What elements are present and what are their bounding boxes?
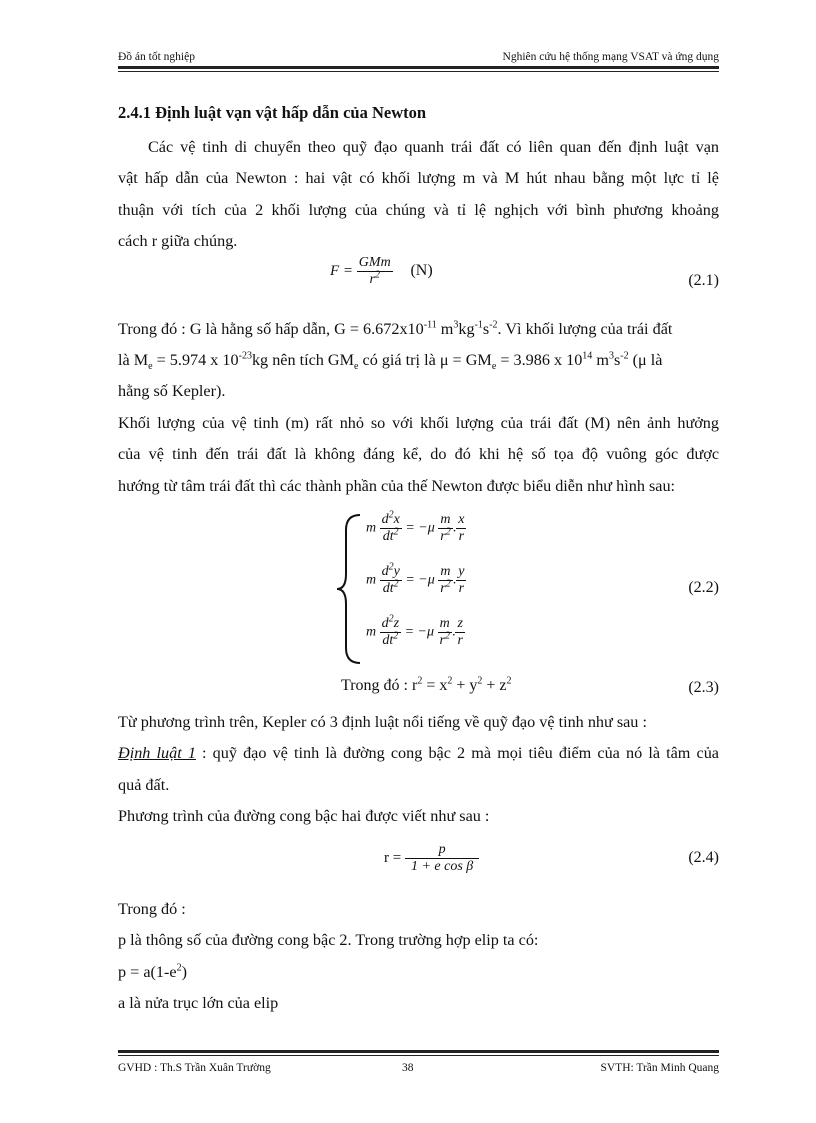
para3-line3: hướng từ tâm trái đất thì các thành phần của thế Newton được biểu diễn như hình sau: (118, 477, 676, 495)
eq2-row-y: m $\frac{d^2y}{dt^2}$ = −μ $\frac{m}{r^2}$ . $\frac{y}{r}$ (366, 561, 465, 596)
para4-line3: quả đất. (118, 776, 170, 794)
equation-number-2-3: (2.3) (688, 679, 719, 696)
para5-line3: $p = a(1-e^2)$ (118, 962, 187, 981)
equation-2-4: r = $\frac{p}{\text{1 + e cos β}}$ (384, 842, 479, 875)
eq2-row-x: m $\frac{d^2x}{dt^2}$ = −μ $\frac{m}{r^2}$ . $\frac{x}{r}$ (366, 509, 465, 544)
footer-left: GVHD : Th.S Trần Xuân Trường (118, 1062, 271, 1074)
section-title: 2.4.1 Định luật vạn vật hấp dẫn của Newton (118, 103, 427, 122)
para1-line1: Các vệ tinh di chuyển theo quỹ đạo quanh trái đất có liên quan đến định luật vạn (148, 138, 719, 156)
equation-number-2-4: (2.4) (688, 849, 719, 866)
footer-right: SVTH: Trần Minh Quang (600, 1062, 719, 1074)
para4-line4: Phương trình của đường cong bậc hai được viết như sau : (118, 807, 490, 825)
para2-line1: Trong đó : G là hằng số hấp dẫn, $G = 6.672x10^{-11}$ $m^3kg^{-1}s^{-2}$. Vì khối lượng của trái đất (118, 319, 673, 338)
para2-line2: là $M_e = 5.974$ x $10^{-23}kg$ nên tích $GM_e$ có giá trị là $\mu = GM_e = 3.986$ x $10^{14}$ $m^3s^{-2}$ (μ là (118, 350, 663, 373)
page-number: 38 (402, 1062, 414, 1074)
header-left: Đồ án tốt nghiệp (118, 51, 195, 63)
para3-line1: Khối lượng của vệ tinh (m) rất nhỏ so với khối lượng của trái đất (M) nên ảnh hưởng (118, 414, 719, 432)
para5-line2: p là thông số của đường cong bậc 2. Trong trường hợp elip ta có: (118, 931, 539, 949)
header-rule-thin (118, 71, 719, 72)
para4-line1: Từ phương trình trên, Kepler có 3 định luật nổi tiếng về quỹ đạo vệ tinh như sau : (118, 713, 647, 731)
footer-rule-thin (118, 1055, 719, 1056)
para1-line3: thuận với tích của 2 khối lượng của chúng và tỉ lệ nghịch với bình phương khoảng (118, 201, 719, 219)
equation-number-2-1: (2.1) (688, 272, 719, 289)
para3-line2: của vệ tinh đến trái đất là không đáng kể, do đó khi hệ số tọa độ vuông góc được (118, 445, 719, 463)
equation-2-3: Trong đó : $r^2 = x^2 + y^2 + z^2$ (341, 675, 512, 694)
para1-line4: cách r giữa chúng. (118, 232, 238, 250)
para5-line1: Trong đó : (118, 900, 186, 918)
equation-number-2-2: (2.2) (688, 579, 719, 596)
para4-line2: Định luật 1 : quỹ đạo vệ tinh là đường cong bậc 2 mà mọi tiêu điểm của nó là tâm của (118, 744, 719, 762)
para1-line2: vật hấp dẫn của Newton : hai vật có khối lượng m và M hút nhau bằng một lực tỉ lệ (118, 169, 719, 187)
header-right: Nghiên cứu hệ thống mạng VSAT và ứng dụng (502, 51, 719, 63)
equation-2-2 (366, 509, 466, 668)
equation-2-1: F = $\frac{\text{GMm}}{r^2}$ (N) (330, 255, 433, 287)
header-rule (118, 66, 719, 69)
eq2-row-z: m $\frac{d^2z}{dt^2}$ = −μ $\frac{m}{r^2}$ . $\frac{z}{r}$ (366, 613, 463, 648)
footer-rule (118, 1050, 719, 1053)
law-1-label: Định luật 1 (118, 744, 196, 762)
left-brace-icon (334, 512, 364, 666)
para5-line4: a là nửa trục lớn của elip (118, 994, 279, 1012)
para2-line3: hằng số Kepler). (118, 382, 226, 400)
